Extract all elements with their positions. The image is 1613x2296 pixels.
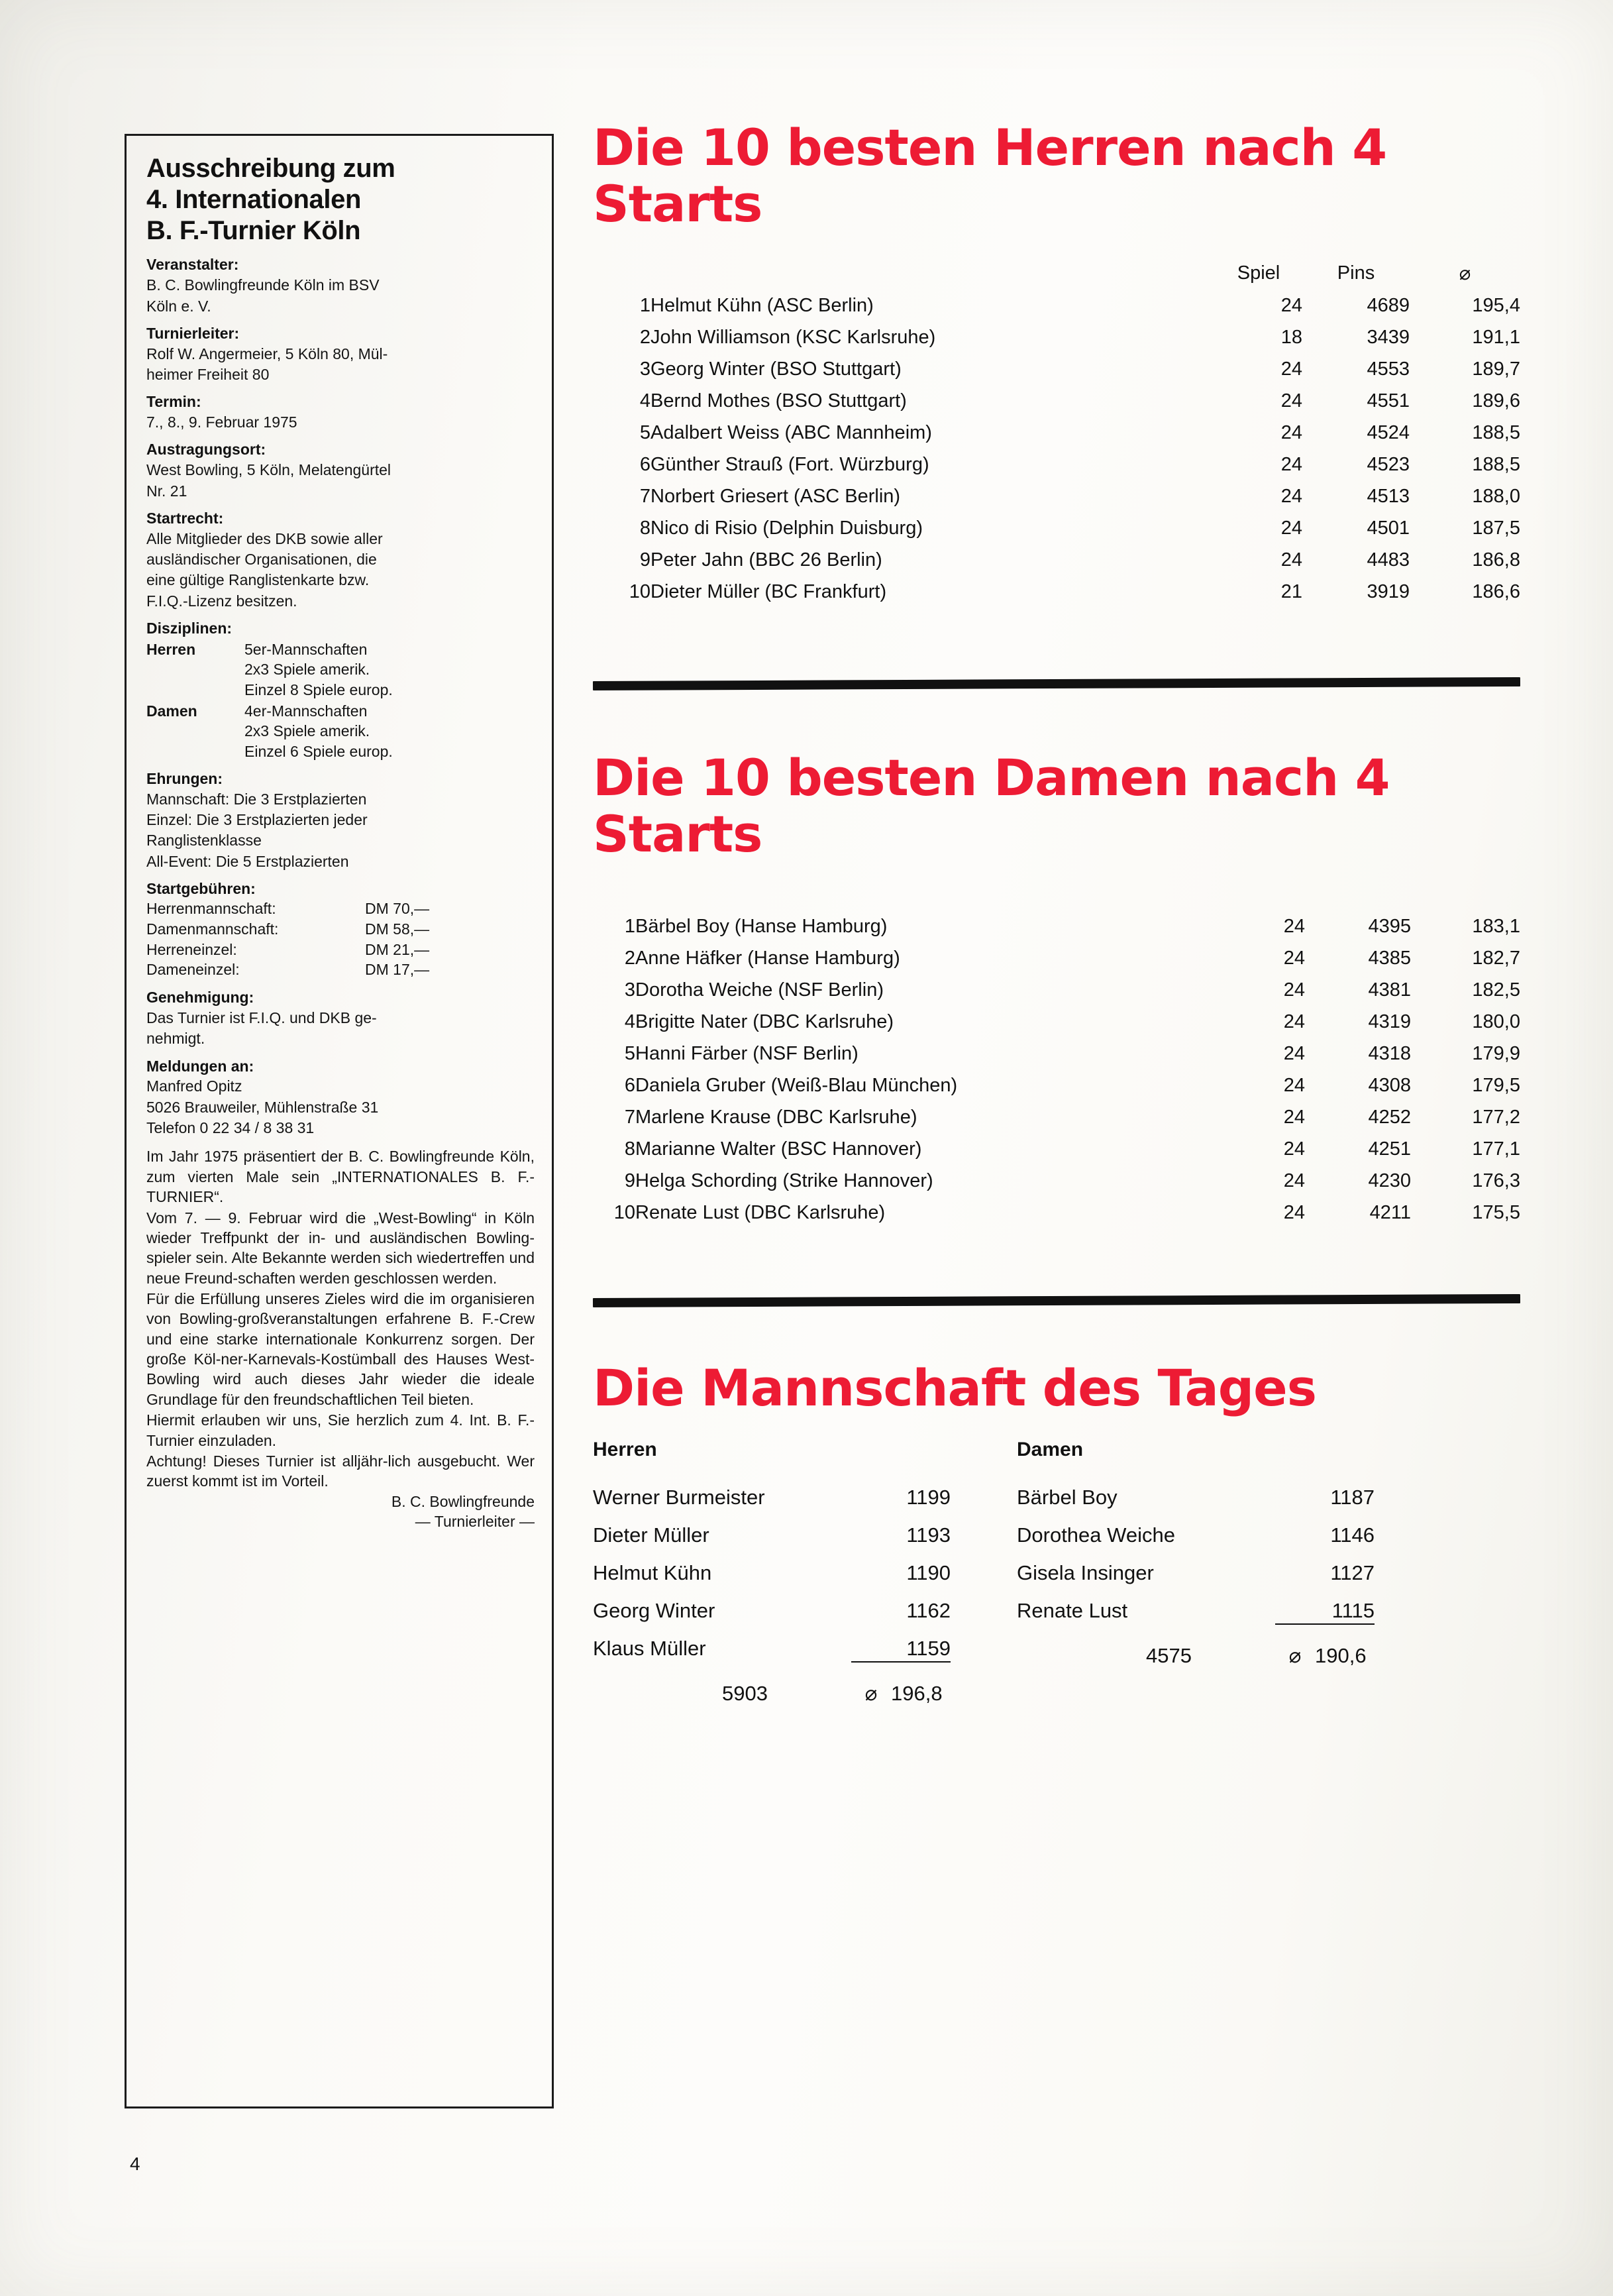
damen-table-body <box>593 910 1520 1229</box>
table-row <box>593 1069 1520 1101</box>
cell-rank: 5 <box>624 1042 635 1064</box>
cell-average: 188,0 <box>1472 486 1520 508</box>
cell-average: 188,5 <box>1472 422 1520 444</box>
section-line: B. C. Bowlingfreunde Köln im BSV <box>146 276 380 294</box>
cell-name: Peter Jahn (BBC 26 Berlin) <box>650 549 882 571</box>
team-row <box>593 1516 1017 1554</box>
cell-name: Dieter Müller (BC Frankfurt) <box>650 581 887 603</box>
divider-rule-2 <box>593 1294 1520 1307</box>
cell-average: 183,1 <box>1472 915 1520 937</box>
cell-spiel: 24 <box>1280 358 1302 380</box>
cell-spiel: 24 <box>1280 295 1302 317</box>
section-line: Einzel: Die 3 Erstplazierten jeder <box>146 811 368 829</box>
cell-pins: 4551 <box>1367 390 1410 412</box>
cell-name: Georg Winter (BSO Stuttgart) <box>650 358 902 380</box>
announcement-title-line-1: Ausschreibung zum <box>146 154 395 183</box>
table-row <box>593 544 1520 576</box>
cell-rank: 6 <box>639 454 650 476</box>
cell-spiel: 24 <box>1280 518 1302 539</box>
body-paragraph-1: Im Jahr 1975 präsentiert der B. C. Bowlingfreunde Köln, zum vierten Male sein „INTERNATIONALES B. F.-TURNIER“. <box>146 1148 535 1206</box>
team-row <box>593 1554 1017 1592</box>
table-row <box>593 974 1520 1006</box>
section-veranstalter <box>146 255 535 315</box>
cell-pins: 4523 <box>1367 454 1410 476</box>
team-summary <box>593 1671 1017 1706</box>
team-player-score: 1127 <box>1330 1560 1375 1584</box>
cell-spiel: 24 <box>1280 549 1302 571</box>
section-line: Mannschaft: Die 3 Erstplazierten <box>146 790 367 808</box>
section-meldungen <box>146 1057 535 1138</box>
cell-rank: 7 <box>624 1106 635 1128</box>
section-line: Rolf W. Angermeier, 5 Köln 80, Mül- <box>146 345 388 362</box>
fee-row <box>146 919 535 940</box>
cell-spiel: 24 <box>1283 1170 1305 1191</box>
team-player-name: Dieter Müller <box>593 1523 709 1547</box>
cell-pins: 4251 <box>1368 1138 1411 1160</box>
spacer <box>146 1138 535 1146</box>
team-row <box>1017 1516 1441 1554</box>
table-row <box>593 1101 1520 1133</box>
cell-pins: 4395 <box>1368 915 1411 937</box>
section-heading: Genehmigung: <box>146 989 254 1007</box>
section-line: Ranglistenklasse <box>146 832 262 849</box>
section-line: 7., 8., 9. Februar 1975 <box>146 413 297 431</box>
signature-line-2: — Turnierleiter — <box>415 1513 535 1531</box>
section-heading: Ehrungen: <box>146 770 223 787</box>
team-of-the-day-block <box>593 1439 1520 1706</box>
cell-name: Anne Häfker (Hanse Hamburg) <box>635 947 900 969</box>
fee-label: Herreneinzel: <box>146 940 237 958</box>
cell-pins: 3919 <box>1367 581 1410 603</box>
table-row <box>593 1133 1520 1165</box>
table-row <box>593 910 1520 942</box>
cell-average: 191,1 <box>1472 327 1520 349</box>
team-herren-heading: Herren <box>593 1438 657 1460</box>
body-paragraph-3: Für die Erfüllung unseres Zieles wird die im organisieren von Bowling-großveranstaltungen erfahrene B. F.-Crew und eine starke internationale Konkurrenz sorgen. Der große Köl-ner-Karnevals-Kostümball des Hauses West-Bowling wird auch dieses Jahr wieder die ideale Grundlage für den freundschaftlichen Teil bieten. <box>146 1290 535 1408</box>
section-line: Manfred Opitz <box>146 1077 242 1095</box>
section-line: nehmigt. <box>146 1030 205 1048</box>
fee-value: DM 58,— <box>365 920 430 938</box>
disziplin-damen <box>146 701 535 761</box>
section-heading: Meldungen an: <box>146 1057 254 1075</box>
cell-spiel: 24 <box>1280 422 1302 444</box>
section-startgebuehren <box>146 879 535 980</box>
section-termin <box>146 392 535 432</box>
table-row <box>593 417 1520 449</box>
disziplin-value: 5er-Mannschaften <box>244 640 368 658</box>
announcement-title-line-2: 4. Internationalen <box>146 184 361 214</box>
table-row <box>593 1197 1520 1229</box>
section-line: Das Turnier ist F.I.Q. und DKB ge- <box>146 1009 377 1026</box>
cell-rank: 10 <box>629 581 650 603</box>
team-average: 196,8 <box>891 1681 943 1705</box>
cell-spiel: 24 <box>1283 1106 1305 1128</box>
team-row <box>593 1478 1017 1516</box>
cell-name: Adalbert Weiss (ABC Mannheim) <box>650 422 932 444</box>
section-line: eine gültige Ranglistenkarte bzw. <box>146 571 370 589</box>
cell-average: 186,6 <box>1472 581 1520 603</box>
cell-rank: 1 <box>639 295 650 317</box>
team-player-score: 1187 <box>1330 1485 1375 1509</box>
tournament-announcement-box <box>125 134 554 2108</box>
team-player-name: Bärbel Boy <box>1017 1485 1118 1509</box>
team-row <box>593 1629 1017 1671</box>
table-row <box>593 353 1520 385</box>
fee-label: Herrenmannschaft: <box>146 899 276 917</box>
cell-rank: 10 <box>613 1201 635 1223</box>
disziplin-value: 2x3 Spiele amerik. <box>244 722 370 740</box>
disziplin-key: Herren <box>146 640 196 658</box>
section-line: Alle Mitglieder des DKB sowie aller <box>146 529 383 547</box>
team-row <box>1017 1554 1441 1592</box>
cell-average: 182,7 <box>1472 947 1520 969</box>
announcement-title-line-3: B. F.-Turnier Köln <box>146 215 361 245</box>
body-paragraph-4: Hiermit erlauben wir uns, Sie herzlich zum 4. Int. B. F.-Turnier einzuladen. <box>146 1411 535 1449</box>
cell-name: Nico di Risio (Delphin Duisburg) <box>650 518 923 539</box>
team-player-score: 1193 <box>906 1523 951 1547</box>
col-rank <box>593 261 650 290</box>
section-disziplinen <box>146 619 535 761</box>
signature-line-1: B. C. Bowlingfreunde <box>391 1492 535 1510</box>
cell-name: Dorotha Weiche (NSF Berlin) <box>635 979 884 1001</box>
team-player-name: Werner Burmeister <box>593 1485 765 1509</box>
table-row <box>593 449 1520 480</box>
cell-spiel: 24 <box>1283 1011 1305 1032</box>
cell-average: 180,0 <box>1472 1011 1520 1032</box>
fee-value: DM 70,— <box>365 899 430 917</box>
table-row <box>593 1006 1520 1038</box>
team-player-score: 1199 <box>906 1485 951 1509</box>
team-total: 5903 <box>722 1681 768 1705</box>
team-row <box>1017 1478 1441 1516</box>
cell-pins: 4553 <box>1367 358 1410 380</box>
section-turnierleiter <box>146 324 535 384</box>
cell-name: Hanni Färber (NSF Berlin) <box>635 1042 859 1064</box>
average-symbol-icon: ⌀ <box>864 1681 878 1706</box>
table-row <box>593 321 1520 353</box>
divider-rule-1 <box>593 677 1520 690</box>
body-paragraph-2: Vom 7. — 9. Februar wird die „West-Bowling“ in Köln wieder Treffpunkt der in- und ausländischen Bowling-spieler sein. Alte Bekannte werden sich wiedertreffen und neue Freund-schaften werden geschlossen werden. <box>146 1209 535 1287</box>
cell-average: 188,5 <box>1472 454 1520 476</box>
herren-table-header <box>593 261 1520 290</box>
cell-average: 179,9 <box>1472 1042 1520 1064</box>
table-row <box>593 385 1520 417</box>
cell-spiel: 24 <box>1280 454 1302 476</box>
cell-spiel: 18 <box>1280 327 1302 349</box>
cell-average: 182,5 <box>1472 979 1520 1001</box>
section-line: heimer Freiheit 80 <box>146 365 270 383</box>
cell-average: 177,2 <box>1472 1106 1520 1128</box>
section-austragungsort <box>146 440 535 500</box>
team-total: 4575 <box>1146 1643 1192 1667</box>
cell-average: 177,1 <box>1472 1138 1520 1160</box>
cell-name: Daniela Gruber (Weiß-Blau München) <box>635 1074 958 1096</box>
cell-pins: 4318 <box>1368 1042 1411 1064</box>
fee-label: Dameneinzel: <box>146 961 240 979</box>
mannschaft-heading: Die Mannschaft des Tages <box>593 1358 1316 1417</box>
table-header-row <box>593 261 1520 290</box>
section-line: 5026 Brauweiler, Mühlenstraße 31 <box>146 1098 379 1116</box>
col-spiel: Spiel <box>1237 262 1280 284</box>
cell-pins: 4513 <box>1367 486 1410 508</box>
fee-label: Damenmannschaft: <box>146 920 279 938</box>
cell-spiel: 24 <box>1280 390 1302 412</box>
section-line: All-Event: Die 5 Erstplazierten <box>146 852 349 870</box>
cell-name: John Williamson (KSC Karlsruhe) <box>650 327 936 349</box>
damen-table <box>593 910 1520 1229</box>
cell-average: 189,6 <box>1472 390 1520 412</box>
cell-rank: 4 <box>624 1011 635 1032</box>
team-row <box>1017 1592 1441 1633</box>
cell-spiel: 24 <box>1283 947 1305 969</box>
team-player-name: Helmut Kühn <box>593 1560 712 1584</box>
disziplin-values <box>244 701 535 761</box>
disziplin-key: Damen <box>146 702 197 720</box>
cell-average: 189,7 <box>1472 358 1520 380</box>
disziplin-values <box>244 639 535 700</box>
main-content-column <box>593 119 1520 1706</box>
cell-rank: 9 <box>639 549 650 571</box>
cell-pins: 4524 <box>1367 422 1410 444</box>
cell-spiel: 24 <box>1283 1074 1305 1096</box>
section-startrecht <box>146 509 535 611</box>
cell-average: 195,4 <box>1472 295 1520 317</box>
cell-average: 187,5 <box>1472 518 1520 539</box>
cell-rank: 1 <box>624 915 635 937</box>
cell-average: 179,5 <box>1472 1074 1520 1096</box>
table-row <box>593 290 1520 321</box>
cell-rank: 9 <box>624 1170 635 1191</box>
team-player-score: 1162 <box>906 1598 951 1622</box>
team-player-name: Dorothea Weiche <box>1017 1523 1175 1547</box>
team-player-name: Klaus Müller <box>593 1636 706 1660</box>
section-heading: Disziplinen: <box>146 620 233 637</box>
cell-pins: 4230 <box>1368 1170 1411 1191</box>
col-pins: Pins <box>1337 262 1375 284</box>
team-player-score: 1190 <box>906 1560 951 1584</box>
section-heading: Startrecht: <box>146 509 224 527</box>
section-line: Köln e. V. <box>146 297 211 315</box>
table-row <box>593 480 1520 512</box>
cell-spiel: 24 <box>1283 979 1305 1001</box>
section-heading: Veranstalter: <box>146 256 239 274</box>
table-row <box>593 1038 1520 1069</box>
team-player-score: 1146 <box>1330 1523 1375 1547</box>
cell-average: 186,8 <box>1472 549 1520 571</box>
disziplin-value: Einzel 6 Spiele europ. <box>244 742 393 760</box>
section-heading: Termin: <box>146 393 201 411</box>
col-average: ⌀ <box>1459 262 1471 285</box>
cell-spiel: 24 <box>1283 1042 1305 1064</box>
disziplin-herren <box>146 639 535 700</box>
cell-rank: 8 <box>639 518 650 539</box>
section-line: F.I.Q.-Lizenz besitzen. <box>146 592 297 610</box>
cell-rank: 2 <box>624 947 635 969</box>
cell-rank: 6 <box>624 1074 635 1096</box>
cell-name: Bärbel Boy (Hanse Hamburg) <box>635 915 888 937</box>
fee-row <box>146 899 535 919</box>
section-line: ausländischer Organisationen, die <box>146 551 377 569</box>
cell-rank: 5 <box>639 422 650 444</box>
herren-table <box>593 261 1520 608</box>
cell-pins: 4501 <box>1367 518 1410 539</box>
section-line: West Bowling, 5 Köln, Melatengürtel <box>146 461 391 479</box>
cell-pins: 3439 <box>1367 327 1410 349</box>
section-heading: Turnierleiter: <box>146 324 240 342</box>
cell-rank: 8 <box>624 1138 635 1160</box>
cell-name: Marlene Krause (DBC Karlsruhe) <box>635 1106 917 1128</box>
cell-name: Brigitte Nater (DBC Karlsruhe) <box>635 1011 894 1032</box>
cell-name: Helmut Kühn (ASC Berlin) <box>650 295 874 317</box>
fee-row <box>146 940 535 960</box>
announcement-title <box>146 153 535 246</box>
table-row <box>593 1165 1520 1197</box>
cell-name: Bernd Mothes (BSO Stuttgart) <box>650 390 907 412</box>
cell-average: 176,3 <box>1472 1170 1520 1191</box>
cell-pins: 4381 <box>1368 979 1411 1001</box>
fee-value: DM 17,— <box>365 961 430 979</box>
body-paragraph-5: Achtung! Dieses Turnier ist alljähr-lich ausgebucht. Wer zuerst kommt ist im Vorteil. <box>146 1452 535 1490</box>
team-player-name: Renate Lust <box>1017 1598 1128 1622</box>
table-row <box>593 942 1520 974</box>
cell-name: Norbert Griesert (ASC Berlin) <box>650 486 901 508</box>
cell-pins: 4319 <box>1368 1011 1411 1032</box>
cell-average: 175,5 <box>1472 1201 1520 1223</box>
cell-pins: 4308 <box>1368 1074 1411 1096</box>
team-herren-column <box>593 1439 1017 1706</box>
cell-name: Marianne Walter (BSC Hannover) <box>635 1138 922 1160</box>
section-heading: Austragungsort: <box>146 441 266 459</box>
team-player-name: Gisela Insinger <box>1017 1560 1154 1584</box>
team-summary <box>1017 1633 1441 1668</box>
cell-spiel: 24 <box>1280 486 1302 508</box>
table-row <box>593 512 1520 544</box>
disziplin-value: 4er-Mannschaften <box>244 702 368 720</box>
table-row <box>593 576 1520 608</box>
disziplin-value: Einzel 8 Spiele europ. <box>244 681 393 698</box>
herren-table-body <box>593 290 1520 608</box>
cell-pins: 4211 <box>1369 1201 1411 1223</box>
team-player-score: 1115 <box>1275 1600 1375 1625</box>
cell-name: Helga Schording (Strike Hannover) <box>635 1170 933 1191</box>
team-player-score: 1159 <box>851 1638 951 1663</box>
team-damen-heading: Damen <box>1017 1438 1084 1460</box>
team-row <box>593 1592 1017 1629</box>
cell-pins: 4689 <box>1367 295 1410 317</box>
team-average: 190,6 <box>1315 1643 1367 1667</box>
section-genehmigung <box>146 988 535 1048</box>
section-heading: Startgebühren: <box>146 880 256 898</box>
cell-spiel: 21 <box>1280 581 1302 603</box>
fee-row <box>146 959 535 980</box>
cell-rank: 2 <box>639 327 650 349</box>
cell-rank: 3 <box>624 979 635 1001</box>
cell-name: Günther Strauß (Fort. Würzburg) <box>650 454 929 476</box>
cell-pins: 4483 <box>1367 549 1410 571</box>
herren-heading: Die 10 besten Herren nach 4 Starts <box>593 118 1387 234</box>
cell-spiel: 24 <box>1283 1201 1305 1223</box>
cell-pins: 4252 <box>1368 1106 1411 1128</box>
cell-name: Renate Lust (DBC Karlsruhe) <box>635 1201 886 1223</box>
section-line: Telefon 0 22 34 / 8 38 31 <box>146 1119 315 1137</box>
col-name <box>650 261 1215 290</box>
average-symbol-icon: ⌀ <box>1288 1643 1302 1668</box>
fee-value: DM 21,— <box>365 940 430 958</box>
section-ehrungen <box>146 769 535 871</box>
cell-pins: 4385 <box>1368 947 1411 969</box>
page-number: 4 <box>130 2154 140 2174</box>
team-player-name: Georg Winter <box>593 1598 715 1622</box>
disziplin-value: 2x3 Spiele amerik. <box>244 661 370 679</box>
cell-spiel: 24 <box>1283 1138 1305 1160</box>
cell-rank: 4 <box>639 390 650 412</box>
cell-spiel: 24 <box>1283 915 1305 937</box>
section-line: Nr. 21 <box>146 482 187 500</box>
cell-rank: 3 <box>639 358 650 380</box>
damen-heading: Die 10 besten Damen nach 4 Starts <box>593 748 1390 864</box>
cell-rank: 7 <box>639 486 650 508</box>
team-damen-column <box>1017 1439 1441 1706</box>
